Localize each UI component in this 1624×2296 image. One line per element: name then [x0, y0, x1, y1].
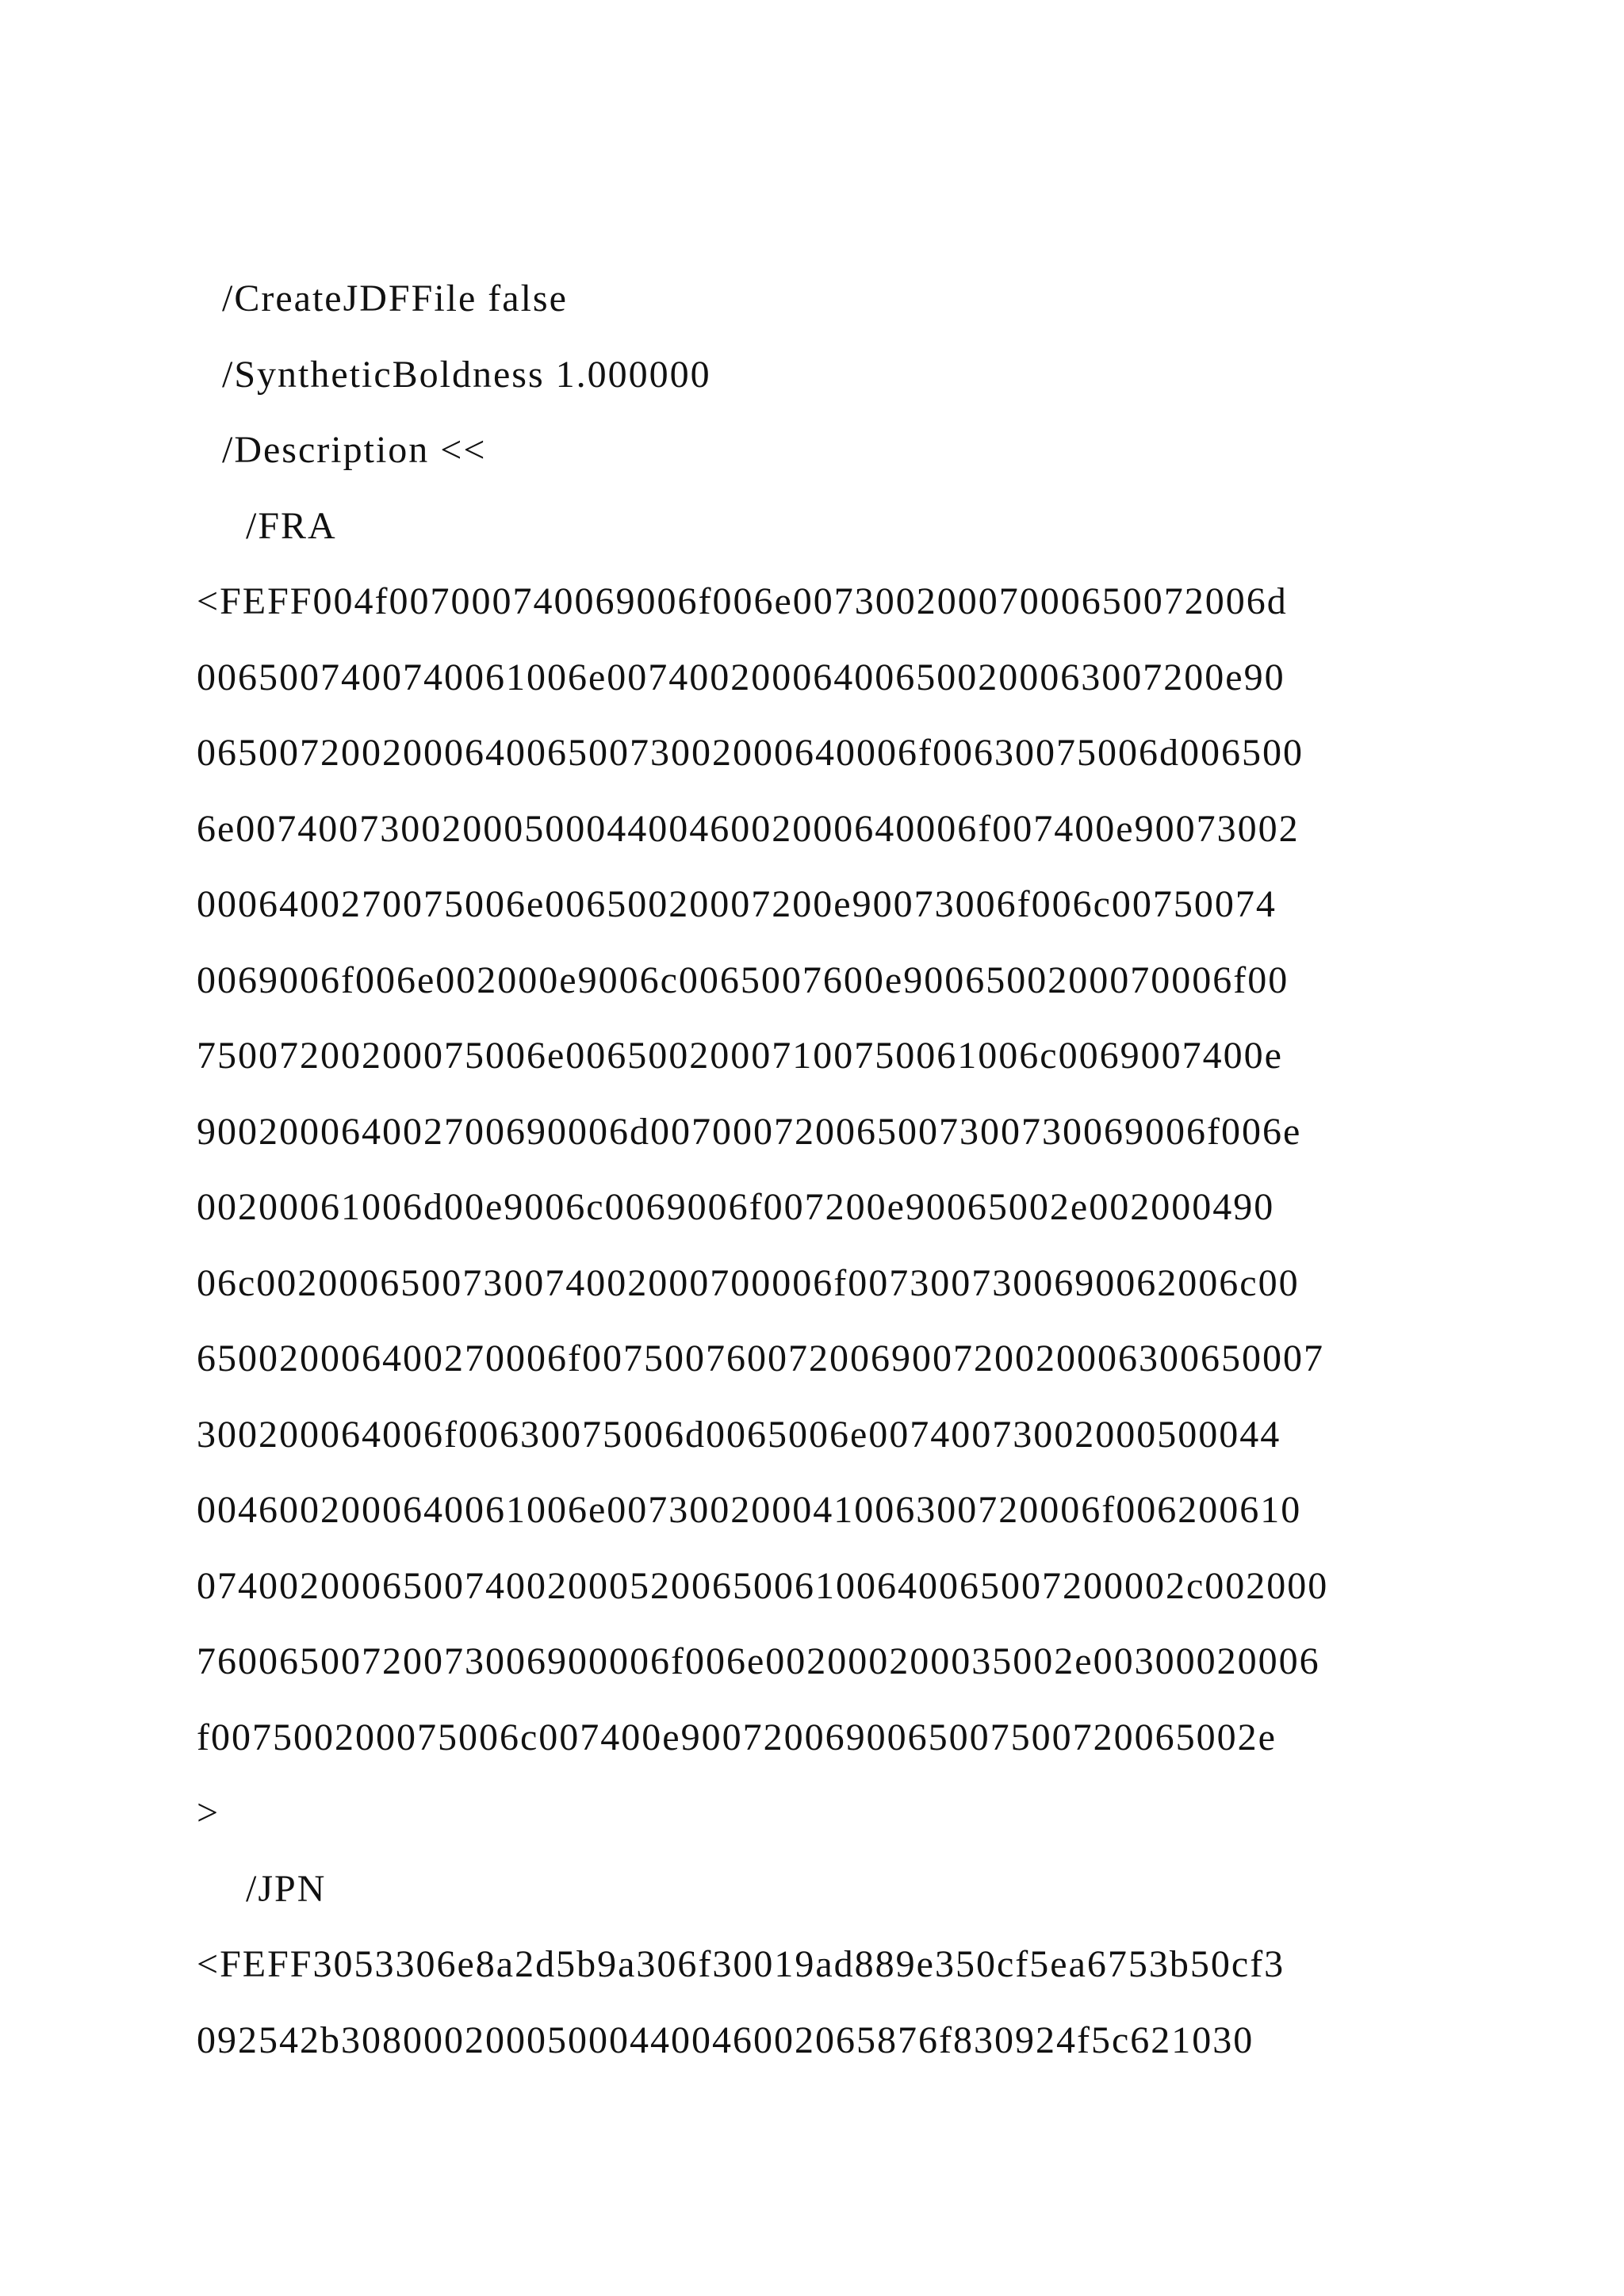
- text-line: 300200064006f00630075006d0065006e00740073002000500044: [197, 1413, 1281, 1456]
- text-line: 0046002000640061006e007300200041006300720006f006200610: [197, 1489, 1302, 1531]
- text-line: /JPN: [246, 1867, 327, 1910]
- text-line: /Description <<: [222, 429, 487, 471]
- text-line: 6e007400730020005000440046002000640006f007400e90073002: [197, 807, 1300, 850]
- text-line: 650020006400270006f007500760072006900720020006300650007: [197, 1337, 1324, 1380]
- text-line: 76006500720073006900006f006e002000200035002e00300020006: [197, 1640, 1320, 1682]
- text-line: 06c0020006500730074002000700006f0073007300690062006c00: [197, 1261, 1300, 1304]
- text-line: 0069006f006e002000e9006c0065007600e9006500200070006f00: [197, 959, 1289, 1001]
- text-line: /CreateJDFFile false: [222, 277, 568, 320]
- text-line: <FEFF3053306e8a2d5b9a306f30019ad889e350cf5ea6753b50cf3: [197, 1943, 1285, 1985]
- text-line: /SyntheticBoldness 1.000000: [222, 353, 711, 396]
- text-line: 00200061006d00e9006c0069006f007200e90065002e002000490: [197, 1186, 1275, 1228]
- text-line: 092542b30800020005000440046002065876f830924f5c621030: [197, 2019, 1254, 2061]
- text-line: 0006400270075006e00650020007200e90073006f006c00750074: [197, 883, 1277, 925]
- document-text: [197, 274, 1434, 2091]
- text-line: >: [197, 1792, 220, 1834]
- text-line: 06500720020006400650073002000640006f00630075006d006500: [197, 732, 1304, 774]
- text-line: 75007200200075006e00650020007100750061006c0069007400e: [197, 1035, 1283, 1077]
- text-line: f007500200075006c007400e9007200690065007500720065002e: [197, 1716, 1277, 1758]
- text-line: <FEFF004f007000740069006f006e00730020007000650072006d: [197, 580, 1288, 622]
- text-line: 074002000650074002000520065006100640065007200002c002000: [197, 1564, 1329, 1607]
- text-line: 0065007400740061006e007400200064006500200063007200e90: [197, 656, 1285, 698]
- text-line: /FRA: [246, 504, 337, 547]
- text-line: 900200064002700690006d007000720065007300730069006f006e: [197, 1110, 1302, 1153]
